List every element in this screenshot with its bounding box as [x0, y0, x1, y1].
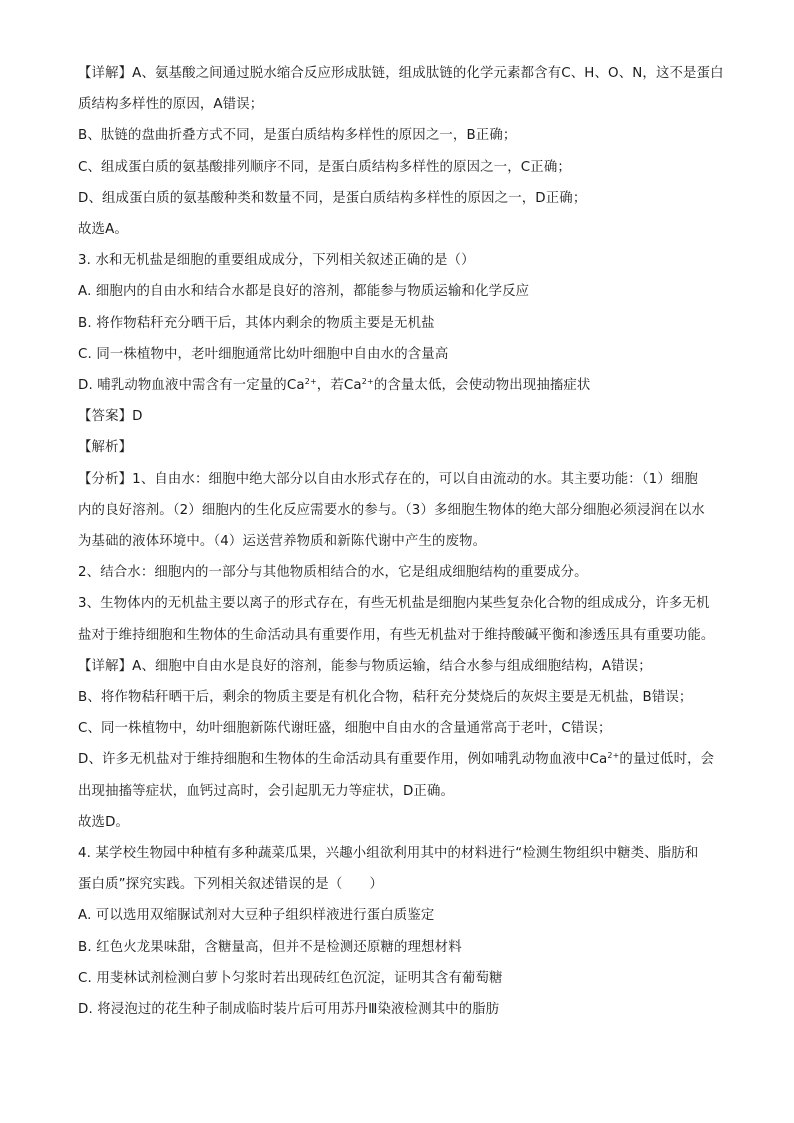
question-3-option-b: B. 将作物秸秆充分晒干后，其体内剩余的物质主要是无机盐	[78, 315, 435, 331]
question-4-stem: 蛋白质”探究实践。下列相关叙述错误的是（ ）	[78, 877, 383, 893]
question-3-option-c: C. 同一株植物中，老叶细胞通常比幼叶细胞中自由水的含量高	[78, 346, 449, 362]
question-4-stem: 4. 某学校生物园中种植有多种蔬菜瓜果，兴趣小组欲利用其中的材料进行“检测生物组织中糖类、脂肪和	[78, 846, 699, 862]
superscript: 2+	[607, 751, 620, 761]
text-line: 【详解】A、氨基酸之间通过脱水缩合反应形成肽链，组成肽链的化学元素都含有C、H、O、N，这不是蛋白	[78, 66, 724, 81]
text-line: 内的良好溶剂。（2）细胞内的生化反应需要水的参与。（3）多细胞生物体的绝大部分细胞必须浸润在以水	[78, 502, 705, 518]
text-line: 为基础的液体环境中。（4）运送营养物质和新陈代谢中产生的废物。	[78, 534, 487, 550]
text-span: D、许多无机盐对于维持细胞和生物体的生命活动具有重要作用，例如哺乳动物血液中Ca	[78, 752, 608, 768]
text-line: 出现抽搐等症状，血钙过高时，会引起肌无力等症状，D正确。	[78, 783, 455, 799]
question-4-option-d: D. 将浸泡过的花生种子制成临时装片后可用苏丹Ⅲ染液检测其中的脂肪	[78, 1002, 500, 1018]
text-line: 2、结合水：细胞内的一部分与其他物质相结合的水，它是组成细胞结构的重要成分。	[78, 565, 588, 581]
question-4-option-b: B. 红色火龙果味甜，含糖量高，但并不是检测还原糖的理想材料	[78, 939, 462, 955]
question-3-stem: 3. 水和无机盐是细胞的重要组成成分，下列相关叙述正确的是（）	[78, 253, 475, 269]
text-line: C、组成蛋白质的氨基酸排列顺序不同，是蛋白质结构多样性的原因之一，C正确；	[78, 159, 571, 175]
text-span: ，若Ca	[316, 378, 362, 394]
superscript: 2+	[304, 377, 317, 387]
text-span: 的含量太低，会使动物出现抽搐症状	[373, 378, 591, 394]
superscript: 2+	[361, 377, 374, 387]
analysis-heading: 【解析】	[78, 440, 133, 456]
question-3-option-d	[78, 370, 728, 401]
text-line: 3、生物体内的无机盐主要以离子的形式存在，有些无机盐是细胞内某些复杂化合物的组成成分，许多无机	[78, 596, 710, 612]
text-span: D. 哺乳动物血液中需含有一定量的Ca	[78, 378, 305, 394]
text-line	[78, 744, 728, 775]
text-line: 【详解】A、细胞中自由水是良好的溶剂，能参与物质运输，结合水参与组成细胞结构，A错误；	[78, 658, 652, 674]
text-line: C、同一株植物中，幼叶细胞新陈代谢旺盛，细胞中自由水的含量通常高于老叶，C错误；	[78, 721, 612, 737]
text-line: 故选A。	[78, 222, 128, 238]
text-span: 的量过低时，会	[619, 752, 715, 768]
text-line: B、将作物秸秆晒干后，剩余的物质主要是有机化合物，秸秆充分焚烧后的灰烬主要是无机盐，B错误；	[78, 690, 693, 706]
text-line: 盐对于维持细胞和生物体的生命活动具有重要作用，有些无机盐对于维持酸碱平衡和渗透压具有重要功能。	[78, 627, 715, 643]
text-line: D、组成蛋白质的氨基酸种类和数量不同，是蛋白质结构多样性的原因之一，D正确；	[78, 190, 587, 206]
question-4-option-c: C. 用斐林试剂检测白萝卜匀浆时若出现砖红色沉淀，证明其含有葡萄糖	[78, 970, 503, 986]
question-3-option-a: A. 细胞内的自由水和结合水都是良好的溶剂，都能参与物质运输和化学反应	[78, 284, 530, 300]
question-4-option-a: A. 可以选用双缩脲试剂对大豆种子组织样液进行蛋白质鉴定	[78, 908, 435, 924]
document-page	[78, 58, 728, 1025]
text-line: 质结构多样性的原因，A错误；	[78, 97, 264, 113]
answer-label: 【答案】D	[78, 409, 143, 425]
text-line: 【分析】1、自由水：细胞中绝大部分以自由水形式存在的，可以自由流动的水。其主要功能：（1）细胞	[78, 471, 698, 487]
text-line: 故选D。	[78, 814, 130, 830]
text-line: B、肽链的盘曲折叠方式不同，是蛋白质结构多样性的原因之一，B正确；	[78, 128, 517, 144]
